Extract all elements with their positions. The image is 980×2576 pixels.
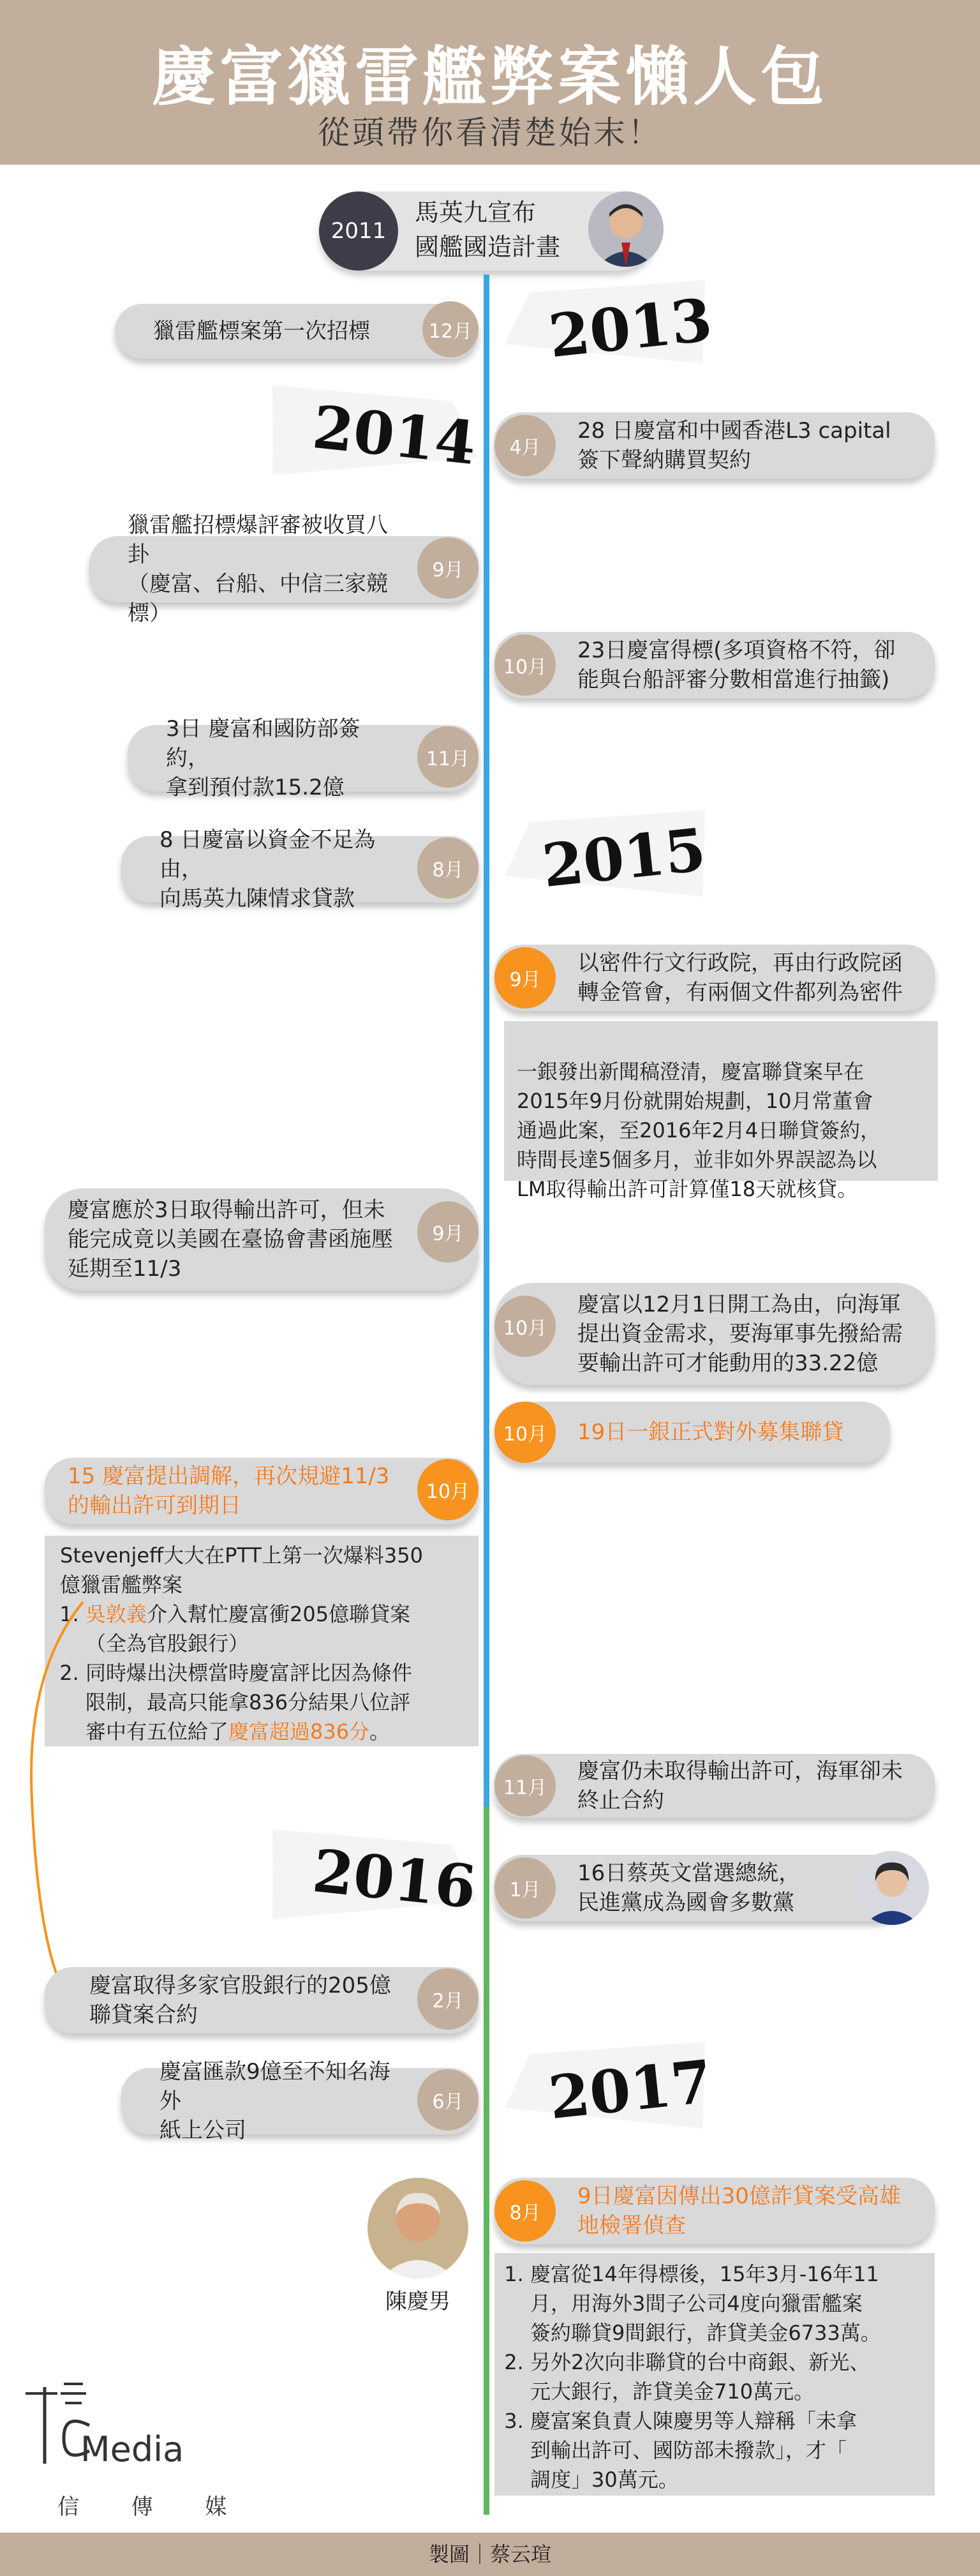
event-2015-10-mediation: 15 慶富提出調解，再次規避11/3 的輸出許可到期日 [45, 1458, 479, 1524]
ma-portrait [588, 191, 664, 267]
month-badge: 9月 [494, 947, 556, 1008]
person-icon [855, 1851, 929, 1925]
year-2016: 2016 [309, 1836, 480, 1922]
tsai-portrait [855, 1851, 929, 1925]
fraud-list: 1. 慶富從14年得標後，15年3月-16年11 月，用海外3間子公司4度向獵雷艦案 簽約聯貸9間銀行，詐貸美金6733萬。 2. 另外2次向非聯貸的台中商銀、新光、 元大銀行，詐貸美金710萬元。 3. 慶富案負責人陳慶男等人辯稱「未拿 到輸出許可、國防部未撥款」，才「 調度」30萬元。 [505, 2259, 924, 2494]
logo-subtext: 信 傳 媒 [57, 2494, 240, 2520]
year-2013: 2013 [546, 285, 716, 371]
logo-text: Media [80, 2429, 184, 2469]
timeline-line-green [484, 1806, 489, 2515]
month-badge: 10月 [494, 1402, 556, 1463]
fraud-details-box [494, 2253, 935, 2496]
intro-year-badge [319, 191, 398, 271]
chen-label: 陳慶男 [385, 2289, 450, 2314]
event-2014-09: 獵雷艦招標爆評審被收買八卦 （慶富、台船、中信三家競標） [89, 536, 479, 603]
page-title: 慶富獵雷艦弊案懶人包 [152, 40, 828, 114]
month-badge: 10月 [494, 1296, 556, 1357]
event-2016-02: 慶富取得多家官股銀行的205億 聯貸案合約 [45, 1967, 479, 2033]
month-badge: 11月 [417, 726, 479, 788]
person-icon [368, 2178, 468, 2279]
month-badge: 8月 [494, 2180, 556, 2242]
event-2015-10-loan: 19日一銀正式對外募集聯貸 [494, 1402, 890, 1463]
event-2014-04: 28 日慶富和中國香港L3 capital 簽下聲納購買契約 [494, 412, 935, 479]
month-badge: 9月 [417, 1201, 479, 1262]
footer-credit: 製圖｜蔡云瑄 [0, 2533, 980, 2576]
month-badge: 4月 [494, 415, 556, 476]
bank-clarification-box: 一銀發出新聞稿澄清，慶富聯貸案早在 2015年9月份就開始規劃，10月常董會 通過此案，至2016年2月4日聯貸簽約， 時間長達5個多月，並非如外界誤認為以 LM取得輸出許可計算僅18天就核貸。 [504, 1021, 938, 1181]
month-badge: 12月 [422, 301, 479, 357]
logo [19, 2374, 262, 2527]
page-subtitle: 從頭帶你看清楚始末！ [318, 114, 662, 151]
chen-portrait [368, 2178, 468, 2279]
event-2015-08: 8 日慶富以資金不足為由， 向馬英九陳情求貸款 [121, 836, 479, 902]
person-icon [588, 191, 664, 267]
intro-year: 2011 [330, 218, 387, 244]
month-badge: 6月 [417, 2069, 479, 2130]
event-2014-11: 3日 慶富和國防部簽約， 拿到預付款15.2億 [128, 725, 479, 791]
month-badge: 2月 [417, 1968, 479, 2030]
intro-text: 馬英九宣布 國艦國造計畫 [415, 198, 561, 261]
month-badge: 10月 [494, 634, 556, 696]
year-2017: 2017 [546, 2046, 716, 2133]
month-badge: 9月 [417, 537, 479, 599]
ptt-disclosure-box: Stevenjeff大大在PTT上第一次爆料350 億獵雷艦弊案 1. 吳敦義介入幫忙慶富衝205億聯貸案 （全為官股銀行） 2. 同時爆出決標當時慶富評比因為條件 限制，最高只能拿836分結果八位評 審中有五位給了慶富超過836分。 [45, 1536, 479, 1746]
event-2015-09-export: 慶富應於3日取得輸出許可，但未 能完成竟以美國在臺協會書函施壓 延期至11/3 [45, 1188, 479, 1291]
ptt-item-1: 1. 吳敦義介入幫忙慶富衝205億聯貸案 （全為官股銀行） [85, 1599, 463, 1658]
connector-arrow [13, 1596, 102, 2004]
month-badge: 1月 [494, 1857, 556, 1919]
year-2014: 2014 [309, 392, 480, 479]
event-2017-08: 9日慶富因傳出30億詐貸案受高雄 地檢署偵查 [494, 2178, 935, 2244]
month-badge: 11月 [494, 1755, 556, 1816]
month-badge: 10月 [417, 1459, 479, 1520]
ptt-item-2: 2. 同時爆出決標當時慶富評比因為條件 限制，最高只能拿836分結果八位評 審中有五位給了慶富超過836分。 [85, 1658, 463, 1746]
event-2014-10: 23日慶富得標(多項資格不符，卻 能與台船評審分數相當進行抽籤) [494, 632, 935, 698]
event-2016-06: 慶富匯款9億至不知名海外 紙上公司 [121, 2068, 479, 2134]
year-2015: 2015 [539, 814, 709, 901]
event-2016-01: 16日蔡英文當選總統， 民進黨成為國會多數黨 [494, 1855, 903, 1921]
month-badge: 8月 [417, 837, 479, 899]
event-2015-10-navy: 慶富以12月1日開工為由，向海軍 提出資金需求，要海軍事先撥給需 要輸出許可才能動用的33.22億 [494, 1283, 935, 1385]
event-2015-11: 慶富仍未取得輸出許可，海軍卻未 終止合約 [494, 1754, 935, 1818]
event-2013-12: 獵雷艦標案第一次招標 [115, 304, 479, 359]
timeline-line-blue [484, 274, 489, 1806]
event-2015-09-secret: 以密件行文行政院，再由行政院函 轉金管會，有兩個文件都列為密件 [494, 945, 935, 1011]
